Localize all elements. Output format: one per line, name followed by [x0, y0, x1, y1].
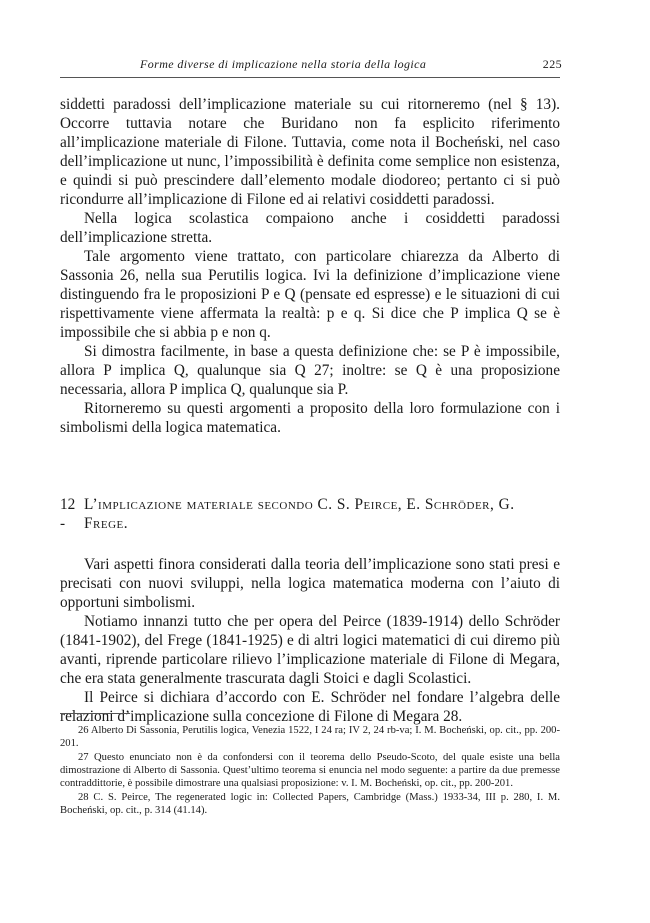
- footnote-27: 27 Questo enunciato non è da confondersi con il teorema dello Pseudo-Scoto, del quale esiste una bella dimostrazione di Alberto di Sassonia. Quest’ultimo teorema si enuncia nel modo seguente: a partire da due premesse contraddittorie, è possibile dimostrare una qualsiasi proposizione: v. I. M. Bocheński, op. cit., pp. 200-201.: [60, 752, 560, 789]
- footnotes: [60, 713, 560, 818]
- header-rule: [60, 77, 560, 78]
- paragraph-4: Si dimostra facilmente, in base a questa definizione che: se P è impossibile, allora P implica Q, qualunque sia Q 27; inoltre: se Q è una proposizione necessaria, allora P implica Q, qualunque sia P.: [60, 343, 560, 398]
- footnote-28: 28 C. S. Peirce, The regenerated logic in: Collected Papers, Cambridge (Mass.) 1933-34, III p. 280, I. M. Bocheński, op. cit., p. 314 (41.14).: [60, 792, 560, 816]
- footnote-rule: [60, 713, 130, 714]
- paragraph-2: Nella logica scolastica compaiono anche i cosiddetti paradossi dell’implicazione stretta.: [60, 210, 560, 246]
- paragraph-6: Vari aspetti finora considerati dalla teoria dell’implicazione sono stati presi e precisati con nuovi sviluppi, nella logica matematica moderna con l’aiuto di opportuni simbolismi.: [60, 556, 560, 611]
- paragraph-7: Notiamo innanzi tutto che per opera del Peirce (1839-1914) dello Schröder (1841-1902), del Frege (1841-1925) e di altri logici matematici di cui diremo più avanti, riprende particolare rilievo l’implicazione materiale di Filone di Megara, che era stata generalmente trascurata dagli Stoici e dagli Scolastici.: [60, 613, 560, 687]
- paragraph-8: Il Peirce si dichiara d’accordo con E. Schröder nel fondare l’algebra delle relazioni d’implicazione sulla concezione di Filone di Megara 28.: [60, 689, 560, 725]
- section-heading: [60, 495, 560, 533]
- footnote-26: 26 Alberto Di Sassonia, Perutilis logica, Venezia 1522, I 24 ra; IV 2, 24 rb-va; I. M. Bocheński, op. cit., pp. 200-201.: [60, 725, 560, 749]
- paragraph-1: siddetti paradossi dell’implicazione materiale su cui ritorneremo (nel § 13). Occorre tuttavia notare che Buridano non fa esplicito riferimento all’implicazione materiale di Filone. Tuttavia, come nota il Bocheński, nel caso dell’implicazione ut nunc, l’impossibilità è definita come semplice non esistenza, e quindi si può prescindere dall’elemento modale diodoreo; pertanto ci si può ricondurre all’implicazione di Filone ed ai relativi cosiddetti paradossi.: [60, 96, 560, 208]
- section-number: 12 -: [60, 496, 76, 532]
- section-title: L’implicazione materiale secondo C. S. Peirce, E. Schröder, G. Frege.: [84, 496, 515, 532]
- running-title: Forme diverse di implicazione nella storia della logica: [140, 57, 427, 71]
- page-number: 225: [542, 57, 562, 71]
- paragraph-3: Tale argomento viene trattato, con particolare chiarezza da Alberto di Sassonia 26, nella sua Perutilis logica. Ivi la definizione d’implicazione viene distinguendo fra le proposizioni P e Q (pensate ed espresse) e le situazioni di cui rispettivamente viene affermata la realtà: p e q. Si dice che P implica Q se è impossibile che si abbia p e non q.: [60, 248, 560, 341]
- running-header: [60, 57, 560, 77]
- paragraph-5: Ritorneremo su questi argomenti a proposito della loro formulazione con i simbolismi della logica matematica.: [60, 400, 560, 436]
- body-text: [60, 95, 560, 726]
